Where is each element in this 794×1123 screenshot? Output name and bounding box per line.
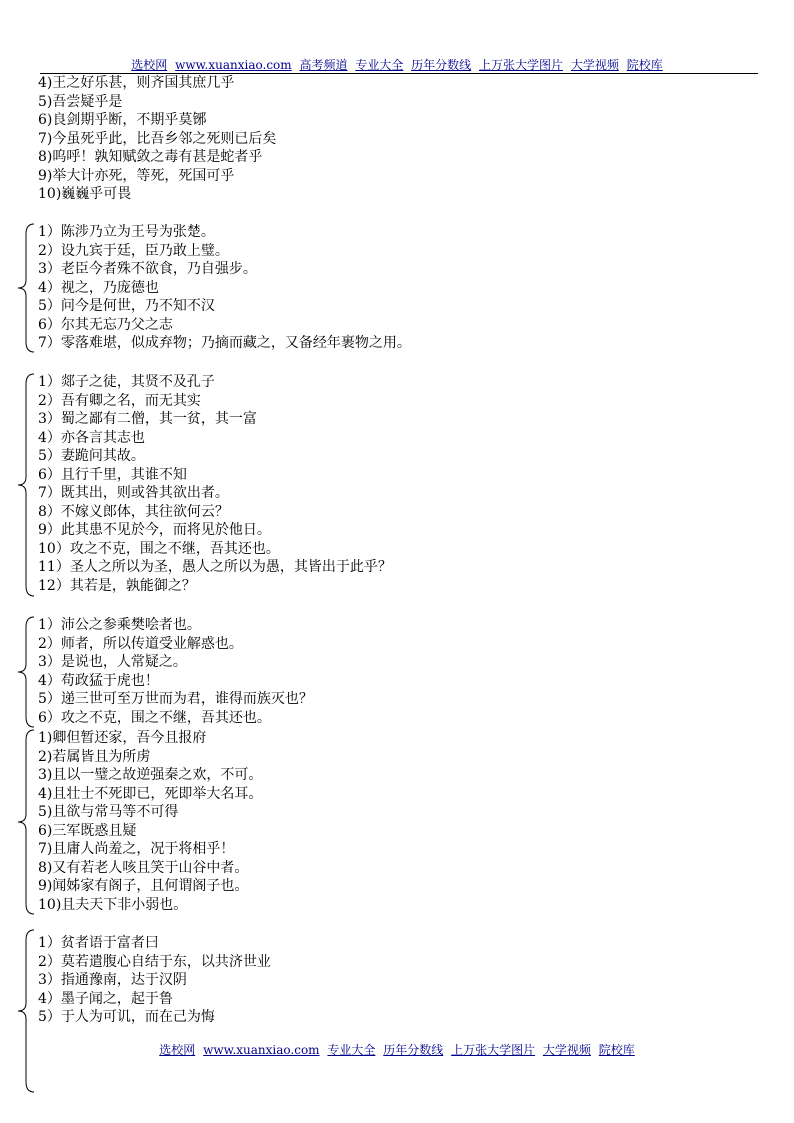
list-item: 4）亦各言其志也	[38, 429, 145, 446]
list-item: 2）设九宾于廷，臣乃敢上璧。	[38, 242, 229, 259]
list-item: 6）且行千里，其谁不知	[38, 466, 187, 483]
list-item: 8）不嫁义郎体，其往欲何云？	[38, 503, 229, 520]
list-item: 1）郯子之徒，其贤不及孔子	[38, 374, 215, 390]
list-item: 1）沛公之参乘樊哙者也。	[38, 617, 201, 633]
header-link-xuanxiao[interactable]: 选校网	[131, 58, 168, 72]
list-item: 8)呜呼！孰知赋敛之毒有甚是蛇者乎	[38, 149, 263, 165]
header-link-website[interactable]: www.xuanxiao.com	[175, 58, 292, 72]
sentence-group-qi	[38, 373, 392, 595]
header-link-colleges[interactable]: 院校库	[626, 58, 663, 72]
list-item: 4）墨子闻之，起于鲁	[38, 990, 173, 1007]
list-item: 6）尔其无忘乃父之志	[38, 316, 173, 333]
list-item: 5）妻跪问其故。	[38, 448, 145, 464]
footer-link-scores[interactable]: 历年分数线	[383, 1043, 444, 1057]
header-link-pictures[interactable]: 上万张大学图片	[479, 58, 564, 72]
footer-link-majors[interactable]: 专业大全	[327, 1043, 376, 1057]
list-item: 7）既其出，则或咎其欲出者。	[38, 485, 229, 501]
list-item: 11）圣人之所以为圣，愚人之所以为愚，其皆出于此乎？	[38, 559, 392, 575]
sentence-group-nai	[38, 223, 411, 353]
page-footer	[0, 1043, 794, 1057]
list-item: 7)且庸人尚羞之，况于将相乎！	[38, 841, 235, 857]
header-link-majors[interactable]: 专业大全	[355, 58, 404, 72]
footer-link-videos[interactable]: 大学视频	[542, 1043, 591, 1057]
list-item: 6)良剑期乎断，不期乎莫铘	[38, 112, 207, 128]
header-link-videos[interactable]: 大学视频	[570, 58, 619, 72]
list-item: 10）攻之不克，围之不继，吾其还也。	[38, 540, 280, 557]
brace-icon	[12, 372, 38, 598]
list-item: 5）于人为可讥，而在己为悔	[38, 1009, 215, 1025]
sentence-group-ye	[38, 616, 313, 727]
brace-icon	[12, 615, 38, 729]
list-item: 10)巍巍乎可畏	[38, 186, 132, 202]
sentence-group-yu	[38, 934, 271, 1027]
list-item: 4）苟政猛于虎也！	[38, 672, 159, 689]
brace-icon	[12, 222, 38, 354]
list-item: 9)举大计亦死，等死，死国可乎	[38, 167, 235, 184]
list-item: 3）老臣今者殊不欲食，乃自强步。	[38, 261, 257, 277]
list-item: 8)又有若老人咳且笑于山谷中者。	[38, 859, 249, 876]
list-item: 5)吾尝疑乎是	[38, 93, 123, 110]
list-item: 4)王之好乐甚，则齐国其庶几乎	[38, 75, 235, 91]
list-item: 9)闻姊家有阁子，且何谓阁子也。	[38, 878, 249, 894]
list-item: 4）视之，乃庞德也	[38, 279, 159, 296]
list-item: 2）吾有卿之名，而无其实	[38, 392, 201, 409]
list-item: 12）其若是，孰能御之？	[38, 577, 196, 594]
list-item: 5）递三世可至万世而为君，谁得而族灭也？	[38, 691, 313, 707]
list-item: 1）陈涉乃立为王号为张楚。	[38, 224, 215, 240]
list-item: 10)且夫天下非小弱也。	[38, 896, 188, 913]
list-item: 3）蜀之鄙有二僧，其一贫，其一富	[38, 411, 257, 427]
list-item: 1）贫者语于富者曰	[38, 935, 159, 951]
footer-link-pictures[interactable]: 上万张大学图片	[451, 1043, 536, 1057]
list-item: 2)若属皆且为所虏	[38, 748, 151, 765]
brace-icon	[12, 928, 38, 1094]
header-link-scores[interactable]: 历年分数线	[411, 58, 472, 72]
list-item: 3）是说也，人常疑之。	[38, 654, 187, 670]
list-item: 7)今虽死乎此，比吾乡邻之死则已后矣	[38, 130, 277, 147]
list-item: 5)且欲与常马等不可得	[38, 804, 179, 820]
list-item: 6）攻之不克，围之不继，吾其还也。	[38, 709, 271, 726]
list-item: 4)且壮士不死即已，死即举大名耳。	[38, 785, 263, 802]
list-item: 3)且以一璧之故逆强秦之欢，不可。	[38, 767, 263, 783]
list-item: 1)卿但暂还家，吾今且报府	[38, 730, 207, 746]
brace-icon	[12, 728, 38, 916]
list-item: 6)三军既惑且疑	[38, 822, 137, 839]
list-item: 3）指通豫南，达于汉阴	[38, 972, 187, 988]
sentence-group-hu	[38, 74, 276, 204]
list-item: 9）此其患不见於今，而将见於他日。	[38, 522, 271, 538]
list-item: 2）师者，所以传道受业解惑也。	[38, 635, 243, 652]
footer-link-colleges[interactable]: 院校库	[598, 1043, 635, 1057]
header-link-gaokao[interactable]: 高考频道	[299, 58, 348, 72]
footer-link-website[interactable]: www.xuanxiao.com	[203, 1043, 320, 1057]
footer-link-xuanxiao[interactable]: 选校网	[159, 1043, 196, 1057]
sentence-group-qie	[38, 729, 262, 914]
list-item: 5）问今是何世，乃不知不汉	[38, 298, 215, 314]
page-header	[0, 58, 794, 72]
list-item: 2）莫若遣腹心自结于东，以共济世业	[38, 953, 271, 970]
list-item: 7）零落难堪，似成弃物；乃摘而藏之，又备经年裹物之用。	[38, 335, 411, 351]
